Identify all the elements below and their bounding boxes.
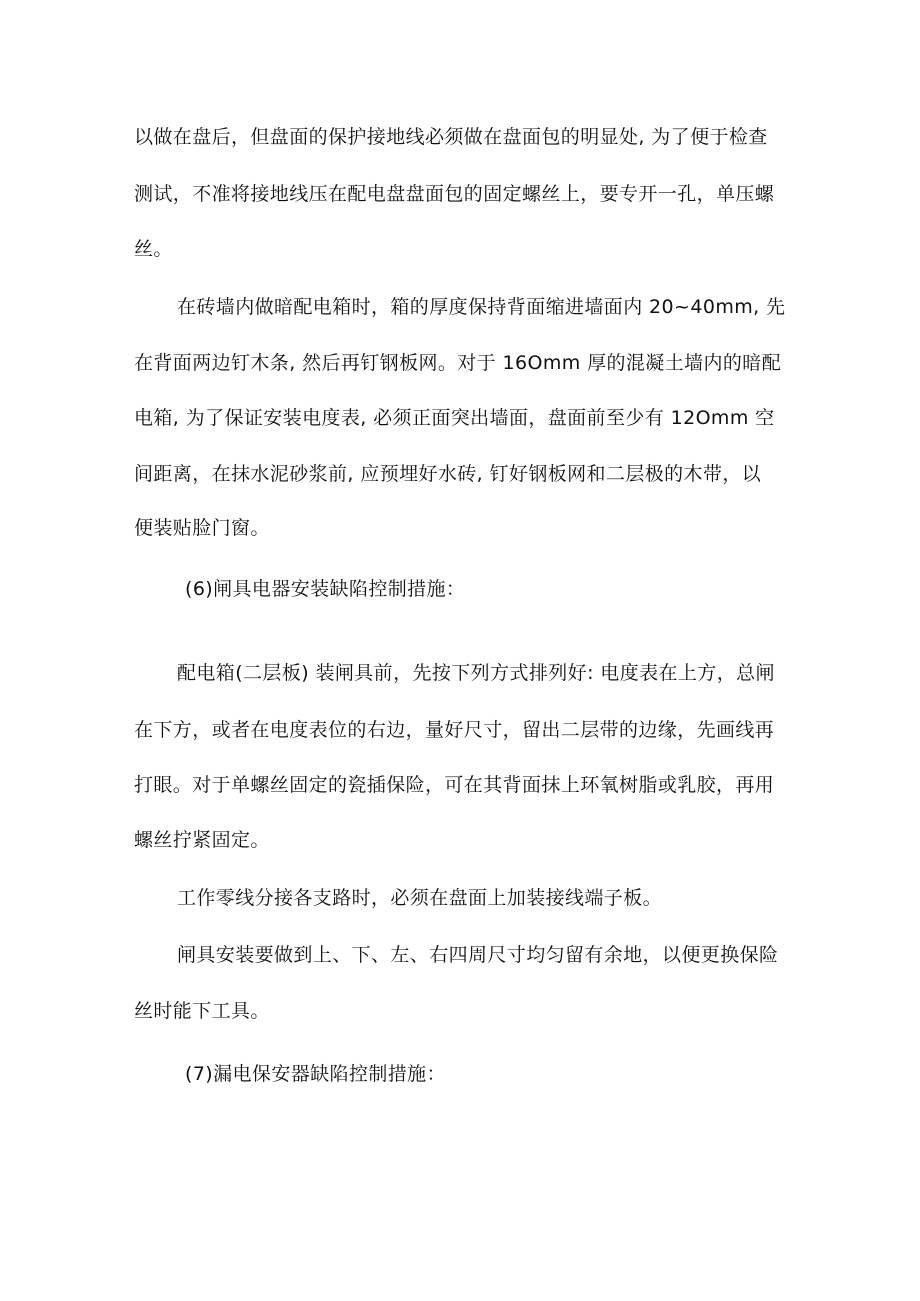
paragraph-2-line-3: 电箱, 为了保证安装电度表, 必须正面突出墙面，盘面前至少有 12Omm 空 (134, 407, 775, 429)
paragraph-2-line-5: 便装贴脸门窗。 (134, 517, 270, 539)
paragraph-3-line-2: 在下方，或者在电度表位的右边，量好尺寸，留出二层带的边缘，先画线再 (134, 719, 775, 741)
paragraph-1-line-1: 以做在盘后，但盘面的保护接地线必须做在盘面包的明显处, 为了便于检查 (134, 126, 768, 148)
section-heading-7: (7)漏电保安器缺陷控制措施： (185, 1063, 446, 1085)
paragraph-3-line-3: 打眼。对于单螺丝固定的瓷插保险，可在其背面抹上环氧树脂或乳胶，再用 (134, 774, 775, 796)
paragraph-3-line-4: 螺丝拧紧固定。 (134, 829, 270, 851)
paragraph-2-line-1: 在砖墙内做暗配电箱时，箱的厚度保持背面缩进墙面内 20~40mm, 先 (177, 296, 786, 318)
paragraph-2-line-4: 间距离，在抹水泥砂浆前, 应预埋好水砖, 钉好钢板网和二层极的木带，以 (134, 463, 762, 485)
paragraph-1-line-3: 丝。 (134, 238, 173, 260)
paragraph-5-line-2: 丝时能下工具。 (134, 1000, 270, 1022)
paragraph-5-line-1: 闸具安装要做到上、下、左、右四周尺寸均匀留有余地，以便更换保险 (177, 944, 779, 966)
paragraph-3-line-1: 配电箱(二层板) 装闸具前，先按下列方式排列好: 电度表在上方，总闸 (177, 662, 775, 684)
section-heading-6: (6)闸具电器安装缺陷控制措施： (185, 578, 466, 600)
paragraph-4-line-1: 工作零线分接各支路时，必须在盘面上加装接线端子板。 (177, 887, 663, 909)
paragraph-1-line-2: 测试，不准将接地线压在配电盘盘面包的固定螺丝上，要专开一孔，单压螺 (134, 183, 775, 205)
paragraph-2-line-2: 在背面两边钉木条, 然后再钉钢板网。对于 16Omm 厚的混凝土墙内的暗配 (134, 352, 782, 374)
